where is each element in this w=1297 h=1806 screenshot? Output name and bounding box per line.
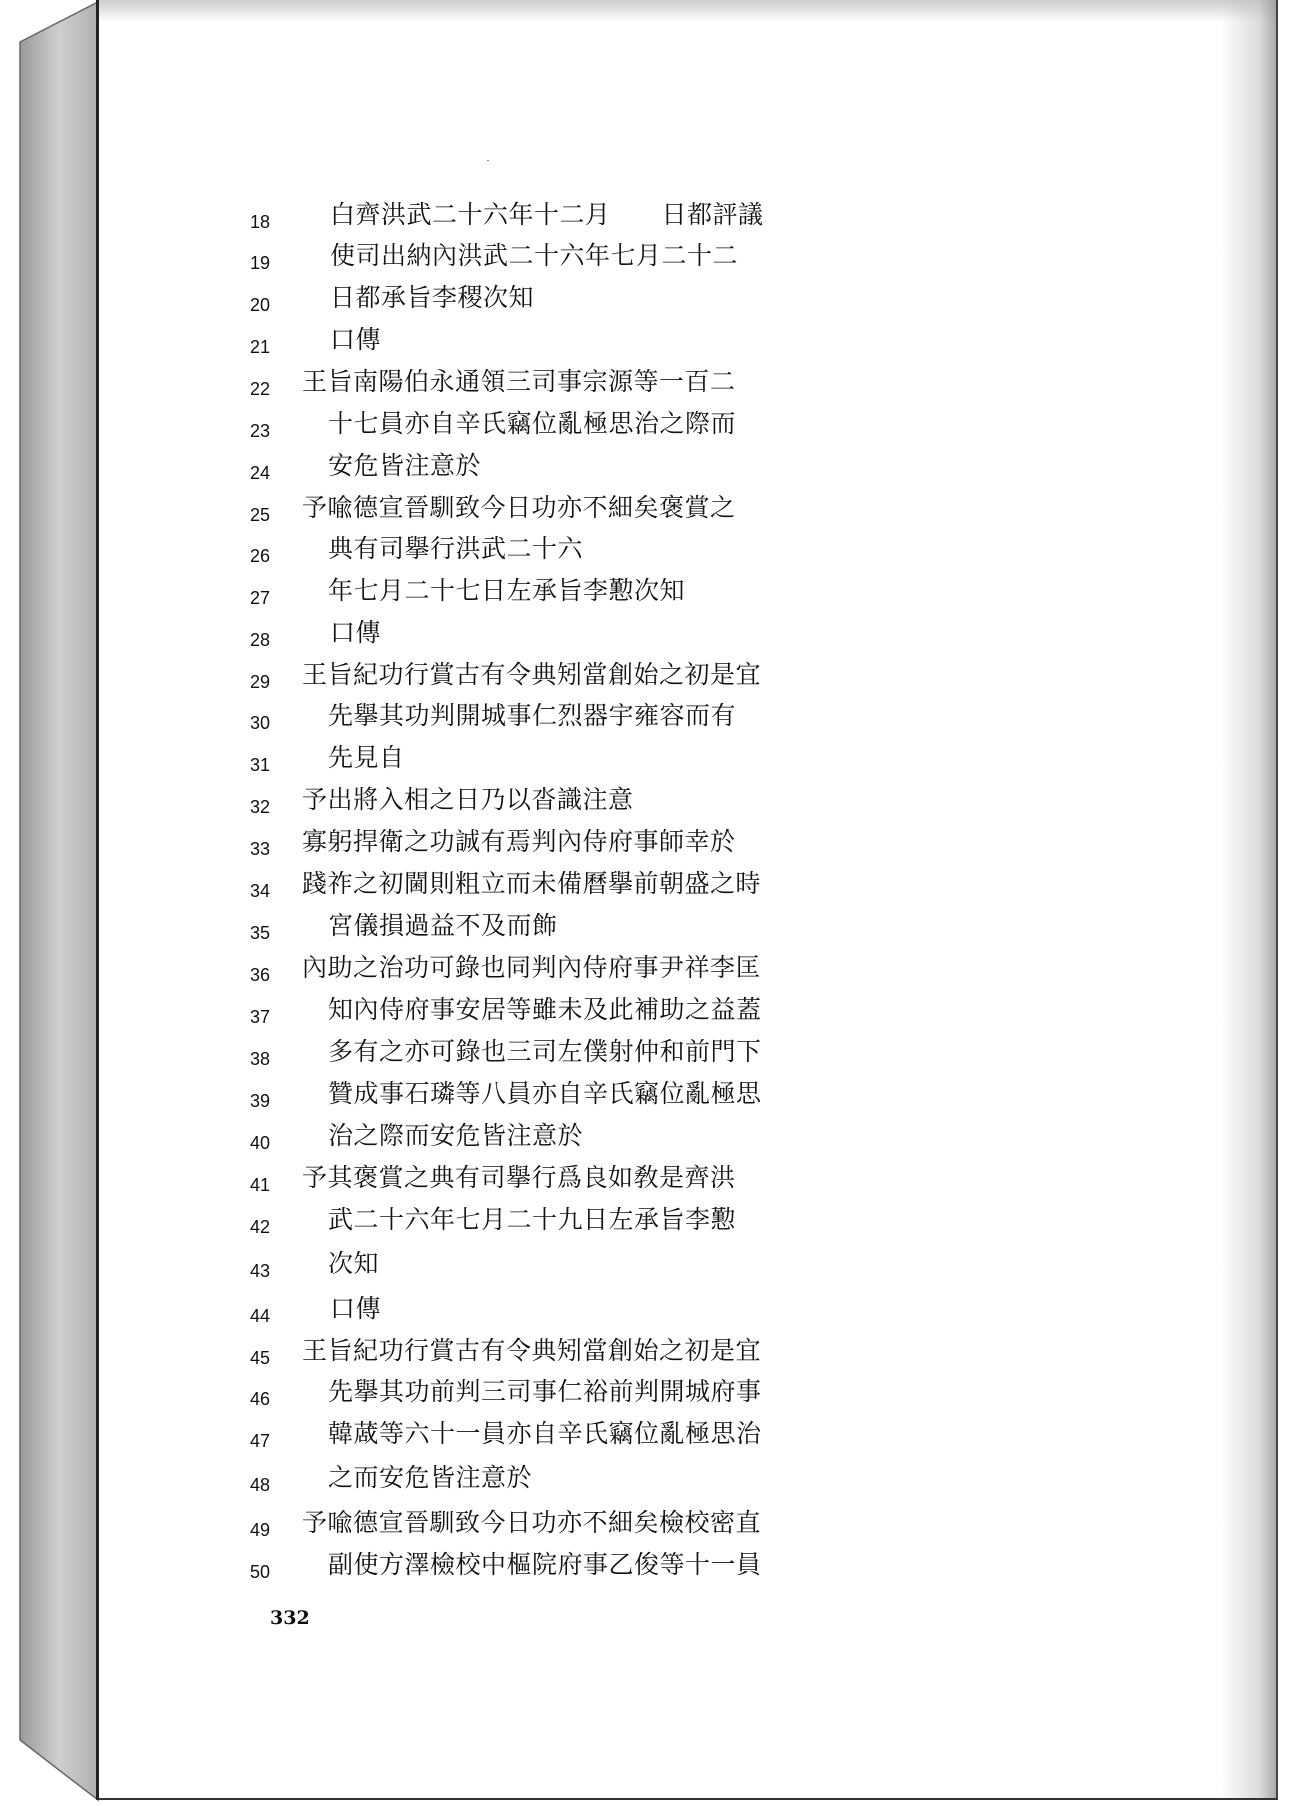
text-line bbox=[0, 576, 900, 616]
line-text: 予喩德宣晉馴致今日功亦不細矣檢校密直 bbox=[302, 1508, 762, 1537]
line-text: 日都承旨李稷次知 bbox=[330, 283, 535, 312]
line-text: 口傳 bbox=[330, 325, 382, 354]
line-number: 33 bbox=[250, 839, 271, 859]
line-text: 宮儀損過益不及而飾 bbox=[328, 911, 558, 940]
line-number: 29 bbox=[250, 672, 271, 692]
line-text: 使司出納內洪武二十六年七月二十二 bbox=[330, 241, 739, 270]
text-line bbox=[0, 534, 900, 574]
line-text: 治之際而安危皆注意於 bbox=[328, 1121, 584, 1150]
text-line bbox=[0, 1336, 900, 1376]
line-number: 41 bbox=[250, 1175, 271, 1195]
line-number: 47 bbox=[250, 1431, 271, 1451]
text-line bbox=[0, 827, 900, 867]
line-text: 先擧其功判開城事仁烈器宇雍容而有 bbox=[328, 701, 737, 730]
text-line bbox=[0, 618, 900, 658]
line-text: 次知 bbox=[328, 1249, 380, 1278]
line-number: 23 bbox=[250, 421, 271, 441]
text-line bbox=[0, 995, 900, 1035]
line-text: 王旨南陽伯永通領三司事宗源等一百二 bbox=[302, 367, 736, 396]
text-line bbox=[0, 367, 900, 407]
text-line bbox=[0, 1163, 900, 1203]
text-line bbox=[0, 701, 900, 741]
line-number: 18 bbox=[250, 212, 271, 232]
text-line bbox=[0, 451, 900, 491]
line-number: 20 bbox=[250, 295, 271, 315]
line-text: 副使方澤檢校中樞院府事乙俊等十一員 bbox=[328, 1550, 762, 1579]
text-line bbox=[0, 241, 900, 281]
scan-speck bbox=[487, 160, 489, 161]
text-line bbox=[0, 743, 900, 783]
line-number: 50 bbox=[250, 1562, 271, 1582]
line-text: 武二十六年七月二十九日左承旨李懃 bbox=[328, 1205, 737, 1234]
line-text: 予其褒賞之典有司擧行爲良如敎是齊洪 bbox=[302, 1163, 736, 1192]
text-line bbox=[0, 493, 900, 533]
text-line bbox=[0, 953, 900, 993]
text-line bbox=[0, 1294, 900, 1334]
line-number: 28 bbox=[250, 630, 271, 650]
text-line bbox=[0, 1037, 900, 1077]
line-text: 十七員亦自辛氏竊位亂極思治之際而 bbox=[328, 409, 737, 438]
page-shadow-top bbox=[99, 0, 1276, 22]
text-line bbox=[0, 785, 900, 825]
line-number: 36 bbox=[250, 965, 271, 985]
line-number: 24 bbox=[250, 463, 271, 483]
line-text: 韓蒧等六十一員亦自辛氏竊位亂極思治 bbox=[328, 1419, 762, 1448]
text-line bbox=[0, 1121, 900, 1161]
line-number: 34 bbox=[250, 881, 271, 901]
line-text: 王旨紀功行賞古有令典矧當創始之初是宜 bbox=[302, 1336, 762, 1365]
line-number: 19 bbox=[250, 253, 271, 273]
line-number: 44 bbox=[250, 1306, 271, 1326]
text-line bbox=[0, 1463, 900, 1503]
line-number: 26 bbox=[250, 546, 271, 566]
line-text: 贊成事石璘等八員亦自辛氏竊位亂極思 bbox=[328, 1079, 762, 1108]
text-line bbox=[0, 283, 900, 323]
line-number: 32 bbox=[250, 797, 271, 817]
text-line bbox=[0, 1377, 900, 1417]
text-line bbox=[0, 325, 900, 365]
page-shadow-right bbox=[1221, 0, 1276, 1798]
line-text: 寡躬捍衛之功誠有焉判內侍府事師幸於 bbox=[302, 827, 736, 856]
line-number: 48 bbox=[250, 1475, 271, 1495]
line-number: 25 bbox=[250, 505, 271, 525]
line-text: 白齊洪武二十六年十二月 日都評議 bbox=[330, 200, 764, 229]
text-line bbox=[0, 1249, 900, 1289]
text-line bbox=[0, 409, 900, 449]
line-number: 42 bbox=[250, 1217, 271, 1237]
line-text: 安危皆注意於 bbox=[328, 451, 482, 480]
text-line bbox=[0, 1205, 900, 1245]
line-number: 43 bbox=[250, 1261, 271, 1281]
line-number: 45 bbox=[250, 1348, 271, 1368]
line-number: 31 bbox=[250, 755, 271, 775]
line-text: 知內侍府事安居等雖未及此補助之益蓋 bbox=[328, 995, 762, 1024]
line-text: 予喩德宣晉馴致今日功亦不細矣褒賞之 bbox=[302, 493, 736, 522]
line-text: 先擧其功前判三司事仁裕前判開城府事 bbox=[328, 1377, 762, 1406]
line-number: 27 bbox=[250, 588, 271, 608]
line-number: 30 bbox=[250, 713, 271, 733]
line-text: 予出將入相之日乃以沓識注意 bbox=[302, 785, 634, 814]
line-text: 內助之治功可錄也同判內侍府事尹祥李匡 bbox=[302, 953, 762, 982]
line-text: 王旨紀功行賞古有令典矧當創始之初是宜 bbox=[302, 660, 762, 689]
text-line bbox=[0, 1550, 900, 1590]
text-line bbox=[0, 1508, 900, 1548]
line-number: 46 bbox=[250, 1389, 271, 1409]
line-number: 38 bbox=[250, 1049, 271, 1069]
line-number: 35 bbox=[250, 923, 271, 943]
line-text: 踐祚之初閫則粗立而未備曆擧前朝盛之時 bbox=[302, 869, 762, 898]
line-number: 22 bbox=[250, 379, 271, 399]
line-text: 典有司擧行洪武二十六 bbox=[328, 534, 584, 563]
text-line bbox=[0, 1419, 900, 1459]
text-line bbox=[0, 660, 900, 700]
line-number: 21 bbox=[250, 337, 271, 357]
text-line bbox=[0, 869, 900, 909]
page-number: 332 bbox=[270, 1607, 310, 1629]
line-text: 口傳 bbox=[330, 1294, 382, 1323]
text-line bbox=[0, 1079, 900, 1119]
line-text: 多有之亦可錄也三司左僕射仲和前門下 bbox=[328, 1037, 762, 1066]
line-number: 39 bbox=[250, 1091, 271, 1111]
line-text: 年七月二十七日左承旨李懃次知 bbox=[328, 576, 686, 605]
text-line bbox=[0, 200, 900, 240]
line-text: 之而安危皆注意於 bbox=[328, 1463, 533, 1492]
line-number: 40 bbox=[250, 1133, 271, 1153]
line-number: 37 bbox=[250, 1007, 271, 1027]
line-number: 49 bbox=[250, 1520, 271, 1540]
line-text: 先見自 bbox=[328, 743, 405, 772]
text-line bbox=[0, 911, 900, 951]
line-text: 口傳 bbox=[330, 618, 382, 647]
